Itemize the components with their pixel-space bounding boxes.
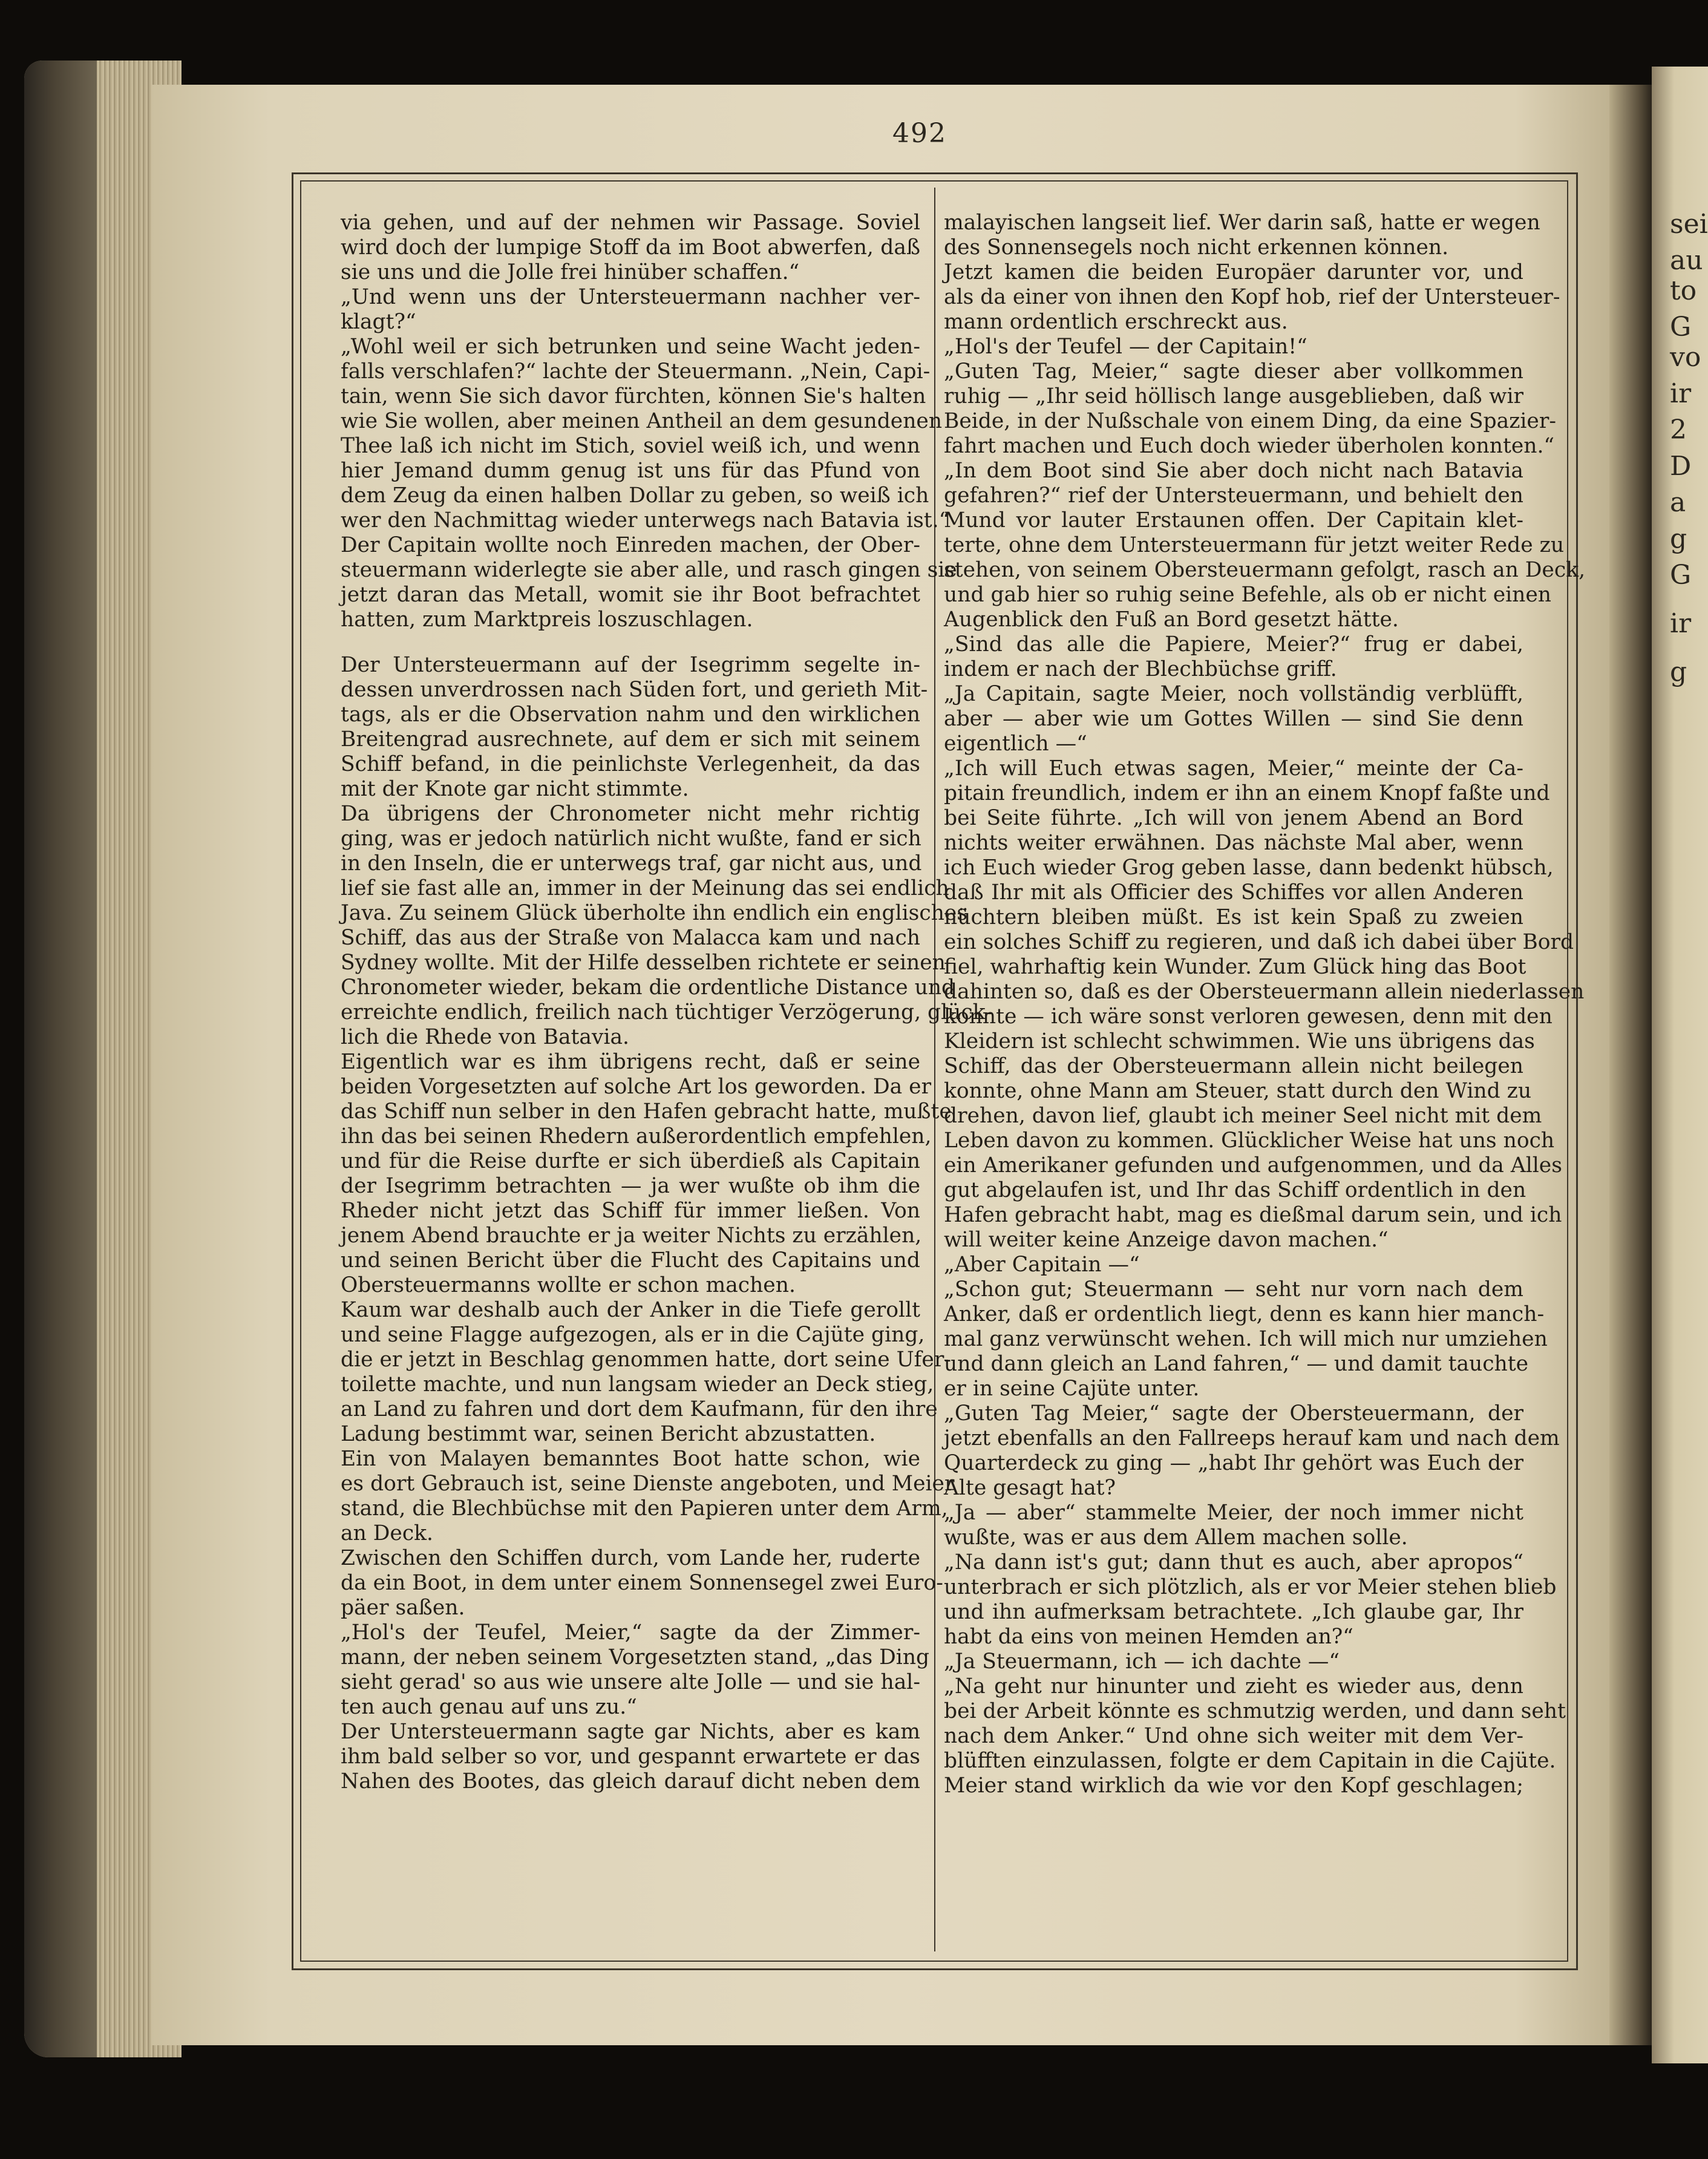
text-line: nüchtern bleiben müßt. Es ist kein Spaß zu zweien — [944, 905, 1523, 929]
text-line: Beide, in der Nußschale von einem Ding, da eine Spazier- — [944, 409, 1556, 433]
text-line: tags, als er die Observation nahm und den wirklichen — [341, 703, 920, 727]
text-line: via gehen, und auf der nehmen wir Passage. Soviel — [341, 211, 920, 235]
text-line: fahrt machen und Euch doch wieder überholen konnten.“ — [944, 434, 1555, 458]
text-line: falls verschlafen?“ lachte der Steuermann. „Nein, Capi- — [341, 359, 931, 384]
text-line: jenem Abend brauchte er ja weiter Nichts zu erzählen, — [341, 1224, 922, 1248]
text-line: wußte, was er aus dem Allem machen solle. — [944, 1525, 1408, 1550]
text-line: sieht gerad' so aus wie unsere alte Jolle — und sie hal- — [341, 1670, 920, 1694]
text-line: und seinen Bericht über die Flucht des Capitains und — [341, 1248, 920, 1273]
text-line: konnte — ich wäre sonst verloren gewesen, denn mit den — [944, 1004, 1553, 1029]
text-line: Ein von Malayen bemanntes Boot hatte schon, wie — [341, 1447, 920, 1471]
text-line: Eigentlich war es ihm übrigens recht, daß er seine — [341, 1050, 920, 1074]
text-line: Der Capitain wollte noch Einreden machen, der Ober- — [341, 533, 920, 557]
text-line: Obersteuermanns wollte er schon machen. — [341, 1273, 796, 1297]
text-line: nach dem Anker.“ Und ohne sich weiter mit dem Ver- — [944, 1724, 1523, 1748]
text-line: konnte, ohne Mann am Steuer, statt durch den Wind zu — [944, 1079, 1532, 1103]
text-line: „Ja — aber“ stammelte Meier, der noch immer nicht — [944, 1501, 1523, 1525]
text-line: lief sie fast alle an, immer in der Meinung das sei endlich — [341, 876, 949, 900]
text-line: „In dem Boot sind Sie aber doch nicht nach Batavia — [944, 459, 1523, 483]
text-line: habt da eins von meinen Hemden an?“ — [944, 1625, 1353, 1649]
text-line: mit der Knote gar nicht stimmte. — [341, 777, 689, 801]
text-line: Sydney wollte. Mit der Hilfe desselben richtete er seinen — [341, 951, 946, 975]
text-line: wie Sie wollen, aber meinen Antheil an dem gesundenen — [341, 409, 943, 433]
text-line: an Land zu fahren und dort dem Kaufmann, für den ihre — [341, 1397, 938, 1421]
text-line: und gab hier so ruhig seine Befehle, als ob er nicht einen — [944, 583, 1552, 607]
text-line: Chronometer wieder, bekam die ordentliche Distance und — [341, 975, 955, 1000]
text-line: wird doch der lumpige Stoff da im Boot abwerfen, daß — [341, 235, 920, 260]
text-line: malayischen langseit lief. Wer darin saß, hatte er wegen — [944, 211, 1540, 235]
text-line: beiden Vorgesetzten auf solche Art los geworden. Da er — [341, 1075, 932, 1099]
text-line: er in seine Cajüte unter. — [944, 1377, 1200, 1401]
text-line: eigentlich —“ — [944, 732, 1087, 756]
text-line: Schiff befand, in die peinlichste Verlegenheit, da das — [341, 752, 920, 776]
section-break — [341, 632, 920, 653]
text-line: päer saßen. — [341, 1596, 465, 1620]
text-line: und dann gleich an Land fahren,“ — und damit tauchte — [944, 1352, 1529, 1376]
text-line: Anker, daß er ordentlich liegt, denn es kann hier manch- — [944, 1302, 1545, 1326]
facing-page-text: G — [1670, 312, 1692, 342]
text-line: „Na dann ist's gut; dann thut es auch, aber apropos“ — [944, 1550, 1523, 1574]
text-line: Leben davon zu kommen. Glücklicher Weise hat uns noch — [944, 1129, 1555, 1153]
text-line: drehen, davon lief, glaubt ich meiner Seel nicht mit dem — [944, 1104, 1542, 1128]
text-line: „Ich will Euch etwas sagen, Meier,“ meinte der Ca- — [944, 756, 1523, 781]
text-line: „Sind das alle die Papiere, Meier?“ frug er dabei, — [944, 632, 1523, 657]
facing-page-fragment — [1652, 67, 1708, 2063]
text-line: Kaum war deshalb auch der Anker in die Tiefe gerollt — [341, 1298, 920, 1322]
text-line: Schiff, das der Obersteuermann allein nicht beilegen — [944, 1054, 1523, 1078]
text-line: Der Untersteuermann sagte gar Nichts, aber es kam — [341, 1720, 920, 1744]
text-line: steuermann widerlegte sie aber alle, und rasch gingen sie — [341, 558, 957, 582]
text-line: erreichte endlich, freilich nach tüchtiger Verzögerung, glück- — [341, 1000, 992, 1024]
text-line: des Sonnensegels noch nicht erkennen können. — [944, 235, 1449, 260]
text-line: ten auch genau auf uns zu.“ — [341, 1695, 637, 1719]
text-line: nichts weiter erwähnen. Das nächste Mal aber, wenn — [944, 831, 1523, 855]
text-line: bei der Arbeit könnte es schmutzig werden, und dann seht — [944, 1699, 1566, 1723]
text-line: stehen, von seinem Obersteuermann gefolgt, rasch an Deck, — [944, 558, 1586, 582]
text-line: und ihn aufmerksam betrachtete. „Ich glaube gar, Ihr — [944, 1600, 1523, 1624]
text-line: „Ja Steuermann, ich — ich dachte —“ — [944, 1650, 1340, 1674]
text-line: „Und wenn uns der Untersteuermann nachher ver- — [341, 285, 920, 309]
text-line: ging, was er jedoch natürlich nicht wußte, fand er sich — [341, 827, 921, 851]
text-line: „Wohl weil er sich betrunken und seine Wacht jeden- — [341, 335, 920, 359]
text-line: pitain freundlich, indem er ihn an einem Knopf faßte und — [944, 781, 1550, 805]
text-line: ihn das bei seinen Rhedern außerordentlich empfehlen, — [341, 1124, 932, 1148]
text-line: und für die Reise durfte er sich überdieß als Capitain — [341, 1149, 920, 1173]
facing-page-text: ir — [1670, 378, 1692, 409]
text-line: jetzt ebenfalls an den Fallreeps herauf kam und nach dem — [944, 1426, 1560, 1450]
text-line: „Schon gut; Steuermann — seht nur vorn nach dem — [944, 1277, 1523, 1302]
text-line: tain, wenn Sie sich davor fürchten, können Sie's halten — [341, 384, 926, 408]
text-line: die er jetzt in Beschlag genommen hatte, dort seine Ufer- — [341, 1348, 951, 1372]
facing-page-text: D — [1670, 451, 1692, 482]
text-line: „Ja Capitain, sagte Meier, noch vollständig verblüfft, — [944, 682, 1523, 706]
text-line: dem Zeug da einen halben Dollar zu geben, so weiß ich — [341, 483, 929, 508]
text-line: wer den Nachmittag wieder unterwegs nach Batavia ist.“ — [341, 508, 950, 532]
text-line: gut abgelaufen ist, und Ihr das Schiff ordentlich in den — [944, 1178, 1526, 1202]
text-line: „Guten Tag Meier,“ sagte der Obersteuermann, der — [944, 1401, 1523, 1426]
text-line: Rheder nicht jetzt das Schiff für immer ließen. Von — [341, 1199, 920, 1223]
text-line: Breitengrad ausrechnete, auf dem er sich mit seinem — [341, 727, 920, 752]
text-line: Augenblick den Fuß an Bord gesetzt hätte. — [944, 608, 1399, 632]
text-line: ihm bald selber so vor, und gespannt erwartete er das — [341, 1745, 920, 1769]
text-line: terte, ohne dem Untersteuermann für jetzt weiter Rede zu — [944, 533, 1565, 557]
facing-page-text: g — [1670, 657, 1687, 687]
text-line: stand, die Blechbüchse mit den Papieren unter dem Arm, — [341, 1496, 948, 1521]
text-line: als da einer von ihnen den Kopf hob, rief der Untersteuer- — [944, 285, 1560, 309]
facing-page-text: sei — [1670, 209, 1708, 240]
text-line: dahinten so, daß es der Obersteuermann allein niederlassen — [944, 980, 1585, 1004]
text-line: ein solches Schiff zu regieren, und daß ich dabei über Bord — [944, 930, 1574, 954]
text-line: und seine Flagge aufgezogen, als er in die Cajüte ging, — [341, 1323, 925, 1347]
text-line: Java. Zu seinem Glück überholte ihn endlich ein englisches — [341, 901, 968, 925]
facing-page-text: au — [1670, 245, 1703, 276]
text-line: gefahren?“ rief der Untersteuermann, und behielt den — [944, 483, 1523, 508]
facing-page-text: 2 — [1670, 414, 1687, 445]
text-line: mann, der neben seinem Vorgesetzten stand, „das Ding — [341, 1645, 930, 1669]
text-line: will weiter keine Anzeige davon machen.“ — [944, 1228, 1389, 1252]
text-line: ruhig — „Ihr seid höllisch lange ausgeblieben, daß wir — [944, 384, 1523, 408]
facing-page-text: a — [1670, 487, 1686, 518]
text-line: „Hol's der Teufel, Meier,“ sagte da der Zimmer- — [341, 1620, 920, 1645]
text-line: Ladung bestimmt war, seinen Bericht abzustatten. — [341, 1422, 876, 1446]
text-line: Der Untersteuermann auf der Isegrimm segelte in- — [341, 653, 920, 677]
text-line: Hafen gebracht habt, mag es dießmal darum sein, und ich — [944, 1203, 1562, 1227]
text-line: mal ganz verwünscht wehen. Ich will mich nur umziehen — [944, 1327, 1548, 1351]
book-gutter — [1609, 85, 1652, 2045]
right-text-column — [944, 211, 1586, 1798]
facing-page-text: G — [1670, 560, 1692, 591]
text-line: ein Amerikaner gefunden und aufgenommen, und da Alles — [944, 1153, 1562, 1178]
facing-page-text: to — [1670, 275, 1697, 306]
text-line: „Guten Tag, Meier,“ sagte dieser aber vollkommen — [944, 359, 1523, 384]
text-line: fiel, wahrhaftig kein Wunder. Zum Glück hing das Boot — [944, 955, 1526, 979]
text-line: Thee laß ich nicht im Stich, soviel weiß ich, und wenn — [341, 434, 920, 458]
text-line: Quarterdeck zu ging — „habt Ihr gehört was Euch der — [944, 1451, 1523, 1475]
text-line: Schiff, das aus der Straße von Malacca kam und nach — [341, 926, 920, 950]
text-line: klagt?“ — [341, 310, 416, 334]
text-line: Mund vor lauter Erstaunen offen. Der Capitain klet- — [944, 508, 1523, 532]
text-line: blüfften einzulassen, folgte er dem Capitain in die Cajüte. — [944, 1749, 1556, 1773]
text-line: bei Seite führte. „Ich will von jenem Abend an Bord — [944, 806, 1523, 830]
text-line: jetzt daran das Metall, womit sie ihr Boot befrachtet — [341, 583, 920, 607]
text-line: „Na geht nur hinunter und zieht es wieder aus, denn — [944, 1674, 1523, 1699]
text-line: Da übrigens der Chronometer nicht mehr richtig — [341, 802, 920, 826]
column-divider — [934, 188, 935, 1951]
text-line: hier Jemand dumm genug ist uns für das Pfund von — [341, 459, 920, 483]
facing-page-text: g — [1670, 523, 1687, 554]
text-line: Zwischen den Schiffen durch, vom Lande her, ruderte — [341, 1546, 920, 1570]
text-line: das Schiff nun selber in den Hafen gebracht hatte, mußte — [341, 1099, 952, 1124]
text-line: mann ordentlich erschreckt aus. — [944, 310, 1288, 334]
text-line: sie uns und die Jolle frei hinüber schaffen.“ — [341, 260, 800, 284]
text-line: der Isegrimm betrachten — ja wer wußte ob ihm die — [341, 1174, 920, 1198]
text-line: Kleidern ist schlecht schwimmen. Wie uns übrigens das — [944, 1029, 1535, 1053]
text-line: „Aber Capitain —“ — [944, 1253, 1140, 1277]
text-line: „Hol's der Teufel — der Capitain!“ — [944, 335, 1307, 359]
text-line: dessen unverdrossen nach Süden fort, und gerieth Mit- — [341, 678, 928, 702]
text-line: Jetzt kamen die beiden Europäer darunter vor, und — [944, 260, 1523, 284]
text-line: toilette machte, und nun langsam wieder an Deck stieg, — [341, 1372, 934, 1397]
text-line: hatten, zum Marktpreis loszuschlagen. — [341, 608, 753, 632]
text-line: Meier stand wirklich da wie vor den Kopf geschlagen; — [944, 1774, 1523, 1798]
text-line: an Deck. — [341, 1521, 434, 1545]
text-line: aber — aber wie um Gottes Willen — sind Sie denn — [944, 707, 1523, 731]
text-line: unterbrach er sich plötzlich, als er vor Meier stehen blieb — [944, 1575, 1557, 1599]
book-cover-edge — [24, 61, 97, 2057]
text-line: indem er nach der Blechbüchse griff. — [944, 657, 1337, 681]
facing-page-text: vo — [1670, 342, 1701, 373]
facing-page-text: ir — [1670, 608, 1692, 639]
page-number: 492 — [892, 118, 947, 149]
left-text-column — [341, 211, 992, 1794]
text-line: daß Ihr mit als Officier des Schiffes vor allen Anderen — [944, 880, 1523, 905]
text-line: lich die Rhede von Batavia. — [341, 1025, 630, 1049]
text-line: ich Euch wieder Grog geben lasse, dann bedenkt hübsch, — [944, 856, 1554, 880]
text-line: Nahen des Bootes, das gleich darauf dicht neben dem — [341, 1769, 920, 1794]
text-line: Alte gesagt hat? — [944, 1476, 1116, 1500]
text-line: in den Inseln, die er unterwegs traf, gar nicht aus, und — [341, 851, 922, 876]
text-line: da ein Boot, in dem unter einem Sonnensegel zwei Euro- — [341, 1571, 943, 1595]
text-line: es dort Gebrauch ist, seine Dienste angeboten, und Meier — [341, 1472, 955, 1496]
